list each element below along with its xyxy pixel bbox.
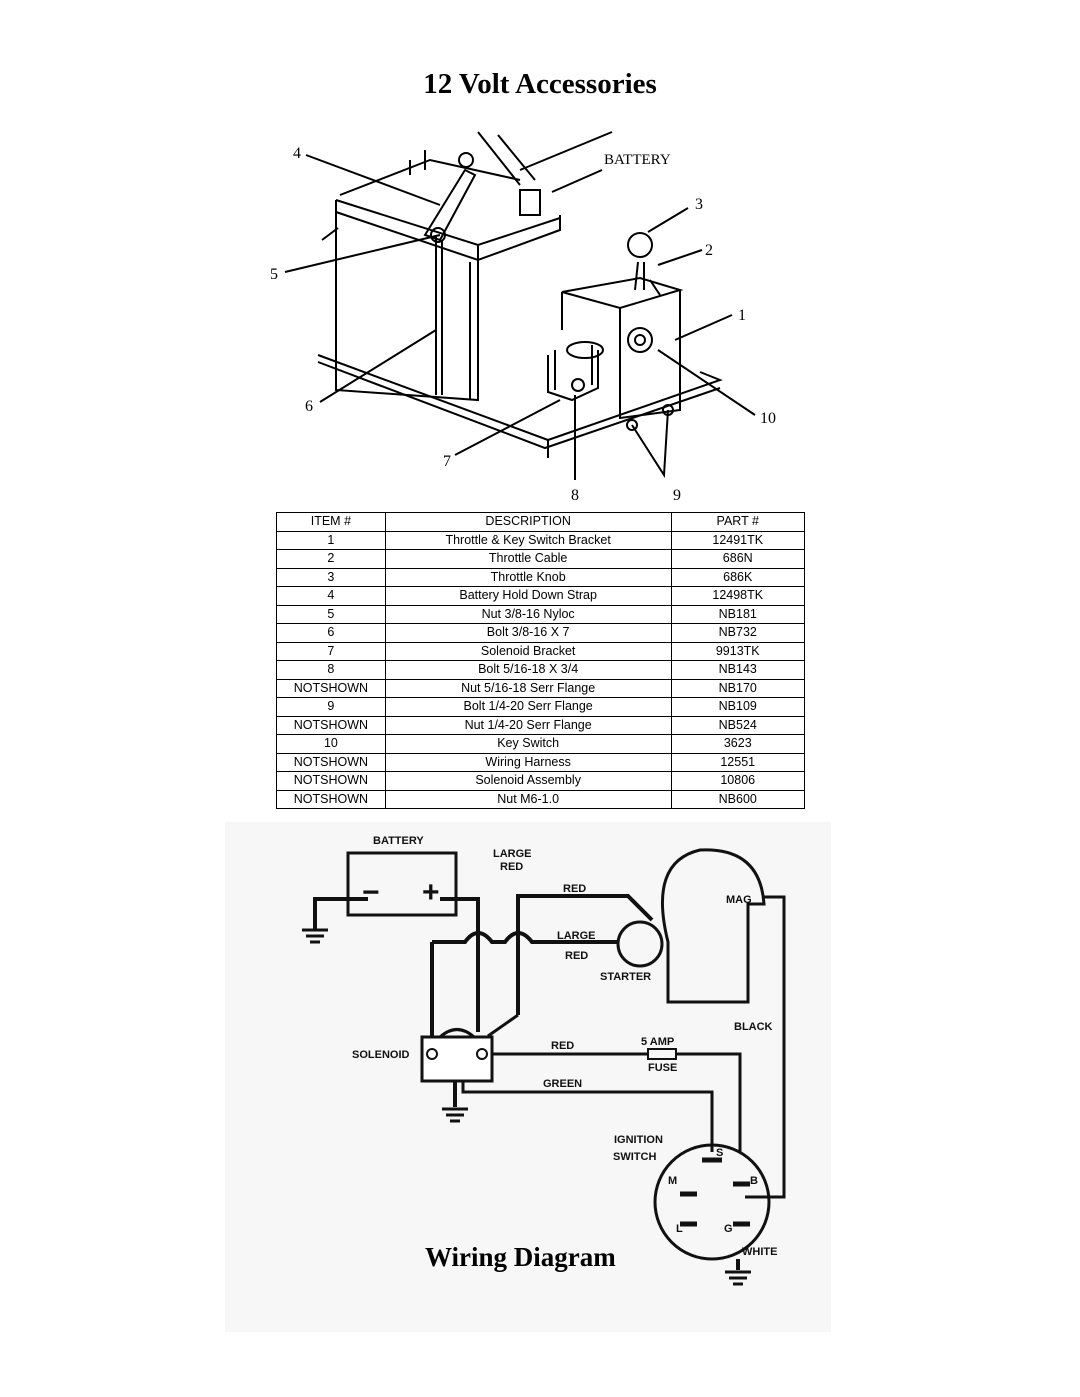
callout-3: 3 [695,196,703,213]
wiring-diagram-title: Wiring Diagram [425,1242,616,1272]
header-part: PART # [671,513,805,532]
cell-part: 12551 [671,753,805,772]
cell-part: NB181 [671,605,805,624]
cell-part: 12491TK [671,531,805,550]
label-solenoid: SOLENOID [352,1049,410,1061]
cell-description: Bolt 3/8-16 X 7 [385,624,671,643]
cell-description: Solenoid Bracket [385,642,671,661]
parts-table [276,512,805,809]
table-row [277,550,805,569]
callout-8: 8 [571,487,579,504]
table-row [277,531,805,550]
table-row [277,661,805,680]
parts-illustration [0,0,1080,510]
label-white: WHITE [742,1246,778,1258]
callout-1: 1 [738,307,746,324]
label-green: GREEN [543,1078,583,1090]
table-row [277,605,805,624]
cell-description: Solenoid Assembly [385,772,671,791]
label-large-mid-2: RED [565,950,589,962]
label-mag: MAG [726,894,752,906]
label-battery: BATTERY [373,835,424,847]
cell-item: 10 [277,735,386,754]
battery-minus: − [362,876,380,909]
cell-item: 2 [277,550,386,569]
cell-item: 9 [277,698,386,717]
cell-item: 3 [277,568,386,587]
cell-item: 5 [277,605,386,624]
callout-5: 5 [270,266,278,283]
cell-description: Nut M6-1.0 [385,790,671,809]
label-term-m: M [668,1175,678,1187]
table-row [277,735,805,754]
cell-description: Battery Hold Down Strap [385,587,671,606]
cell-item: 6 [277,624,386,643]
cell-item: NOTSHOWN [277,790,386,809]
table-row [277,753,805,772]
callout-4: 4 [293,145,301,162]
cell-item: NOTSHOWN [277,753,386,772]
cell-description: Throttle Cable [385,550,671,569]
cell-item: 7 [277,642,386,661]
label-ignition: IGNITION [614,1134,663,1146]
cell-item: NOTSHOWN [277,772,386,791]
cell-part: 12498TK [671,587,805,606]
table-row [277,587,805,606]
label-starter: STARTER [600,971,652,983]
label-term-l: L [676,1223,683,1235]
label-red-mid: RED [551,1040,575,1052]
cell-item: NOTSHOWN [277,716,386,735]
label-large-red-top: LARGE [493,848,532,860]
table-row [277,624,805,643]
page-title: 12 Volt Accessories [423,68,657,100]
callout-2: 2 [705,242,713,259]
cell-part: NB524 [671,716,805,735]
label-fuse-amp: 5 AMP [641,1036,675,1048]
table-row [277,716,805,735]
label-term-b: B [750,1175,758,1187]
cell-part: 10806 [671,772,805,791]
callout-battery: BATTERY [604,152,671,168]
header-item: ITEM # [277,513,386,532]
label-switch: SWITCH [613,1151,657,1163]
cell-part: 686K [671,568,805,587]
label-large-red-top-2: RED [500,861,524,873]
table-row [277,772,805,791]
table-header-row [277,513,805,532]
callout-7: 7 [443,453,451,470]
cell-item: NOTSHOWN [277,679,386,698]
cell-description: Nut 5/16-18 Serr Flange [385,679,671,698]
battery-plus: + [422,876,440,909]
cell-item: 1 [277,531,386,550]
callout-6: 6 [305,398,313,415]
cell-part: NB732 [671,624,805,643]
table-row [277,790,805,809]
cell-part: 3623 [671,735,805,754]
cell-part: NB109 [671,698,805,717]
table-row [277,679,805,698]
cell-description: Throttle Knob [385,568,671,587]
label-black: BLACK [734,1021,773,1033]
cell-part: NB600 [671,790,805,809]
cell-description: Bolt 1/4-20 Serr Flange [385,698,671,717]
callout-9: 9 [673,487,681,504]
cell-description: Key Switch [385,735,671,754]
cell-part: NB143 [671,661,805,680]
header-description: DESCRIPTION [385,513,671,532]
cell-item: 4 [277,587,386,606]
cell-description: Throttle & Key Switch Bracket [385,531,671,550]
label-fuse: FUSE [648,1062,678,1074]
label-red-top: RED [563,883,587,895]
label-term-s: S [716,1147,724,1159]
cell-item: 8 [277,661,386,680]
table-row [277,568,805,587]
cell-part: 9913TK [671,642,805,661]
callout-10: 10 [760,410,776,427]
label-large-mid: LARGE [557,930,596,942]
table-row [277,642,805,661]
cell-description: Nut 1/4-20 Serr Flange [385,716,671,735]
cell-part: 686N [671,550,805,569]
cell-part: NB170 [671,679,805,698]
cell-description: Bolt 5/16-18 X 3/4 [385,661,671,680]
table-row [277,698,805,717]
cell-description: Nut 3/8-16 Nyloc [385,605,671,624]
cell-description: Wiring Harness [385,753,671,772]
label-term-g: G [724,1223,733,1235]
